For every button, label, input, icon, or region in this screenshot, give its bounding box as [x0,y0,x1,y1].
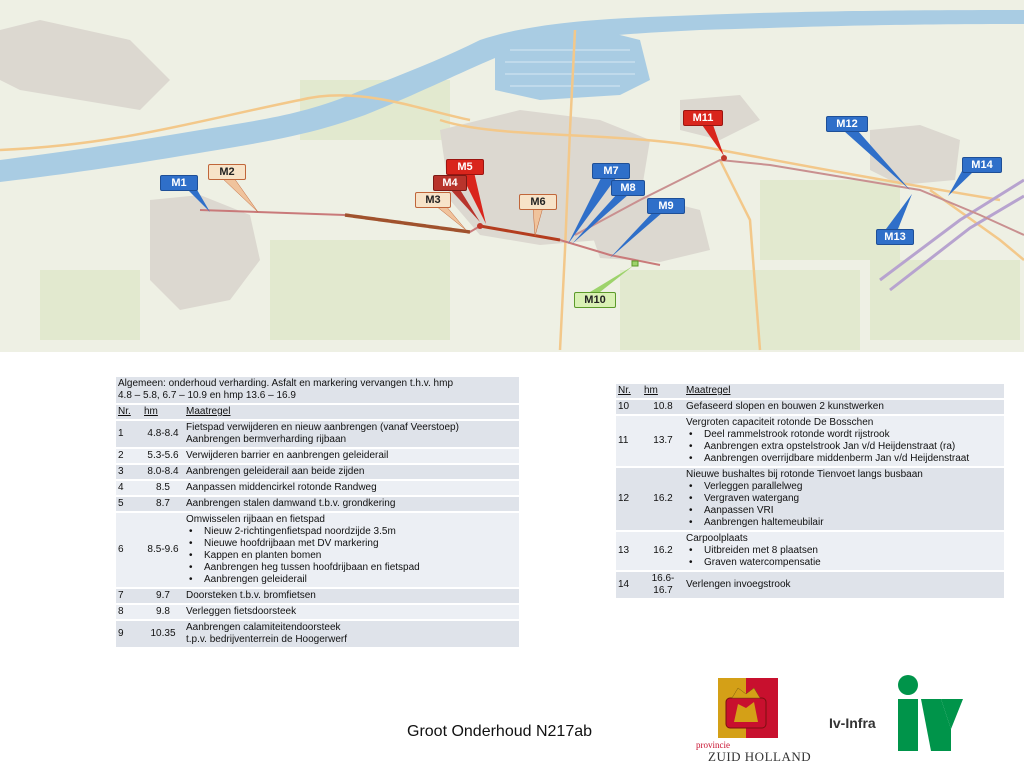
row-measure [684,399,1004,415]
row-hectometer: 16.2 [642,467,684,531]
row-measure [684,571,1004,599]
iv-logo-icon [893,673,965,753]
marker-m4[interactable]: M4 [433,175,467,191]
marker-m8[interactable]: M8 [611,180,645,196]
general-description-line1: Algemeen: onderhoud verharding. Asfalt en markering vervangen t.h.v. hmp [118,378,454,389]
marker-m13[interactable]: M13 [876,229,914,245]
table-row [116,588,519,604]
row-measure [184,480,519,496]
measure-text: Verwijderen barrier en aanbrengen geleiderail [186,450,389,461]
measure-text: t.p.v. bedrijventerrein de Hoogerwerf [186,634,348,645]
measure-bullet-list [686,429,1002,465]
row-hectometer: 10.35 [142,620,184,648]
document-title: Groot Onderhoud N217ab [407,723,593,740]
row-number: 1 [116,420,142,448]
row-number: 14 [616,571,642,599]
measures-table-left [116,377,519,649]
measure-bullet: • Nieuwe hoofdrijbaan met DV markering [204,538,517,550]
row-measure [684,531,1004,571]
marker-m3[interactable]: M3 [415,192,451,208]
table-row [616,399,1004,415]
row-number: 12 [616,467,642,531]
table-row [116,512,519,588]
measure-bullet: • Graven watercompensatie [704,557,1002,569]
row-hectometer: 16.2 [642,531,684,571]
measure-text: Carpoolplaats [686,533,748,544]
column-header-maatregel: Maatregel [684,384,1004,399]
row-measure [184,448,519,464]
measure-text: Fietspad verwijderen en nieuw aanbrengen (vanaf Veerstoep) [186,422,459,433]
marker-m12[interactable]: M12 [826,116,868,132]
measure-text: Aanpassen middencirkel rotonde Randweg [186,482,377,493]
row-measure [184,496,519,512]
row-number: 3 [116,464,142,480]
measure-bullet: • Aanbrengen heg tussen hoofdrijbaan en fietspad [204,562,517,574]
marker-m9[interactable]: M9 [647,198,685,214]
row-hectometer: 13.7 [642,415,684,467]
measure-text: Verleggen fietsdoorsteek [186,606,297,617]
general-description [116,377,519,404]
provincie-zuid-holland-logo [696,676,814,766]
row-number: 9 [116,620,142,648]
measure-text: Gefaseerd slopen en bouwen 2 kunstwerken [686,401,884,412]
marker-m5[interactable]: M5 [446,159,484,175]
measure-bullet-list [686,545,1002,569]
column-header-nr: Nr. [616,384,642,399]
table-row [616,467,1004,531]
row-hectometer: 10.8 [642,399,684,415]
row-hectometer: 8.0-8.4 [142,464,184,480]
row-number: 11 [616,415,642,467]
row-hectometer: 16.6-16.7 [642,571,684,599]
row-number: 8 [116,604,142,620]
measure-bullet: • Aanbrengen extra opstelstrook Jan v/d Heijdenstraat (ra) [704,441,1002,453]
measure-bullet: • Verleggen parallelweg [704,481,1002,493]
measure-bullet: • Vergraven watergang [704,493,1002,505]
column-header-hm: hm [642,384,684,399]
marker-m2[interactable]: M2 [208,164,246,180]
measure-bullet: • Uitbreiden met 8 plaatsen [704,545,1002,557]
measure-bullet-list [186,526,517,586]
general-description-line2: 4.8 – 5.8, 6.7 – 10.9 en hmp 13.6 – 16.9 [118,390,296,401]
table-row [116,620,519,648]
table-row [116,420,519,448]
row-hectometer: 9.8 [142,604,184,620]
measure-text: Vergroten capaciteit rotonde De Bosschen [686,417,874,428]
table-row [616,571,1004,599]
row-hectometer: 8.7 [142,496,184,512]
marker-m11[interactable]: M11 [683,110,723,126]
table-row [116,604,519,620]
iv-infra-wordmark: Iv-Infra [829,715,876,731]
row-number: 2 [116,448,142,464]
pzh-logo-line2: ZUID HOLLAND [708,749,812,764]
table-row [116,448,519,464]
row-number: 5 [116,496,142,512]
measure-text: Aanbrengen geleiderail aan beide zijden [186,466,365,477]
row-hectometer: 4.8-8.4 [142,420,184,448]
row-hectometer: 8.5-9.6 [142,512,184,588]
marker-m1[interactable]: M1 [160,175,198,191]
column-header-hm: hm [142,404,184,420]
row-hectometer: 9.7 [142,588,184,604]
row-measure [184,420,519,448]
table-row [616,531,1004,571]
row-hectometer: 5.3-5.6 [142,448,184,464]
table-column-headers [616,384,1004,399]
row-hectometer: 8.5 [142,480,184,496]
measure-text: Aanbrengen stalen damwand t.b.v. grondkering [186,498,396,509]
row-measure [184,604,519,620]
row-number: 4 [116,480,142,496]
marker-m14[interactable]: M14 [962,157,1002,173]
map-canvas [0,0,1024,352]
measure-text: Omwisselen rijbaan en fietspad [186,514,325,525]
table-row [116,496,519,512]
row-number: 7 [116,588,142,604]
measure-bullet: • Kappen en planten bomen [204,550,517,562]
measure-bullet: • Aanbrengen haltemeubilair [704,517,1002,529]
measure-bullet-list [686,481,1002,529]
measure-bullet: • Aanbrengen overrijdbare middenberm Jan v/d Heijdenstraat [704,453,1002,465]
measure-text: Verlengen invoegstrook [686,579,791,590]
table-row [116,464,519,480]
measure-text: Nieuwe bushaltes bij rotonde Tienvoet langs busbaan [686,469,923,480]
measure-bullet: • Aanpassen VRI [704,505,1002,517]
row-measure [684,415,1004,467]
measure-bullet: • Deel rammelstrook rotonde wordt rijstrook [704,429,1002,441]
row-measure [684,467,1004,531]
table-column-headers [116,404,519,420]
row-number: 13 [616,531,642,571]
measure-bullet: • Aanbrengen geleiderail [204,574,517,586]
row-measure [184,512,519,588]
column-header-nr: Nr. [116,404,142,420]
marker-m7[interactable]: M7 [592,163,630,179]
row-measure [184,464,519,480]
measure-text: Doorsteken t.b.v. bromfietsen [186,590,316,601]
pzh-logo-line1: provincie [696,740,730,750]
row-number: 10 [616,399,642,415]
measure-bullet: • Nieuw 2-richtingenfietspad noordzijde 3.5m [204,526,517,538]
table-general-header [116,377,519,404]
table-row [116,480,519,496]
map[interactable] [0,0,1024,352]
row-measure [184,620,519,648]
table-row [616,415,1004,467]
measure-text: Aanbrengen calamiteitendoorsteek [186,622,341,633]
marker-m10[interactable]: M10 [574,292,616,308]
marker-m6[interactable]: M6 [519,194,557,210]
iv-logo [893,673,965,753]
row-number: 6 [116,512,142,588]
column-header-maatregel: Maatregel [184,404,519,420]
measures-table-right [616,384,1004,600]
row-measure [184,588,519,604]
measure-text: Aanbrengen bermverharding rijbaan [186,434,347,445]
